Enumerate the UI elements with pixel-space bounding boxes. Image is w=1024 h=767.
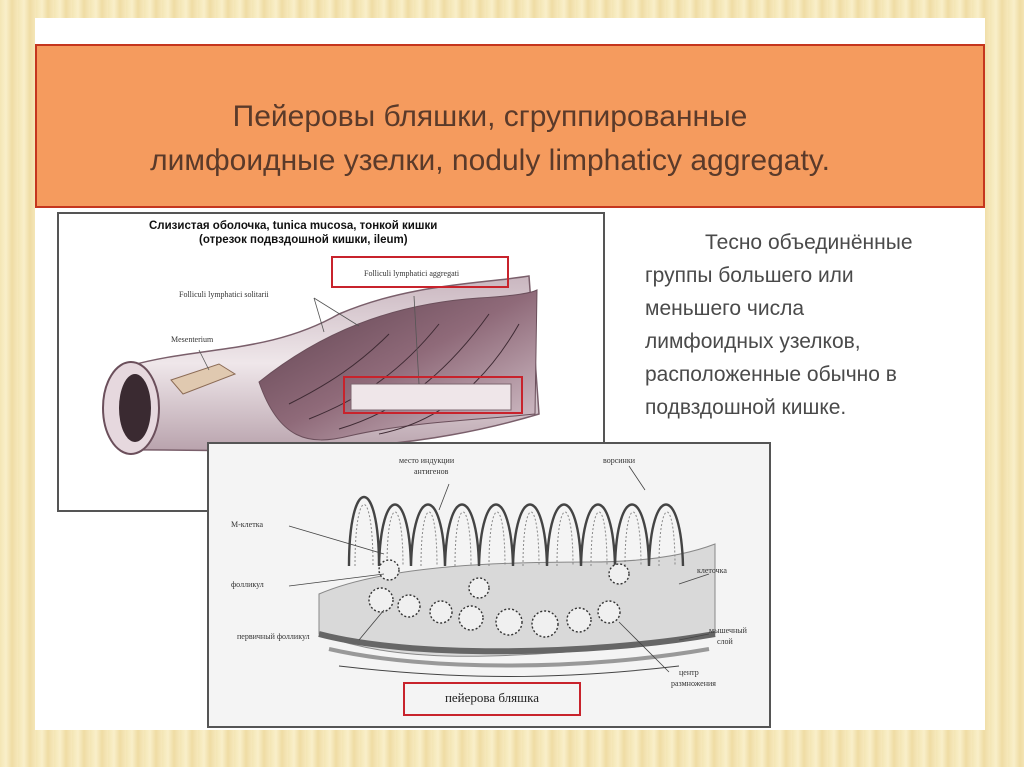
title-line-2: лимфоидные узелки, noduly limphaticy aggregaty. [150, 144, 830, 177]
figure-title-line-1: Слизистая оболочка, tunica mucosa, тонкой кишки [149, 220, 438, 232]
description-line: Тесно объединённые [705, 231, 913, 254]
label-germinal: размножения [671, 679, 716, 688]
label-primary-follicle: первичный фолликул [237, 632, 310, 641]
label-villi: ворсинки [603, 456, 636, 465]
label-cells: клеточка [697, 566, 727, 575]
description-line: расположенные обычно в [645, 363, 897, 386]
label-follicle: фолликул [231, 580, 264, 589]
highlight-box-patch [343, 376, 523, 414]
label-antigens: антигенов [414, 467, 449, 476]
peyer-patch-label-box [403, 682, 581, 716]
label-solitary-follicles: Folliculi lymphatici solitarii [179, 290, 269, 299]
slide [35, 18, 985, 730]
figure-title-line-2: (отрезок подвздошной кишки, ileum) [199, 234, 408, 246]
title-banner [35, 44, 985, 208]
highlight-box-label [331, 256, 509, 288]
label-muscle: мышечный [709, 626, 747, 635]
histology-figure [207, 442, 771, 728]
description-text [645, 226, 975, 424]
label-induction-site: место индукции [399, 456, 455, 465]
label-mesentery: Mesenterium [171, 335, 214, 344]
label-aggregated-follicles: Folliculi lymphatici aggregati [364, 269, 460, 278]
label-layer: слой [717, 637, 733, 646]
title-line-1: Пейеровы бляшки, сгруппированные [232, 100, 748, 133]
description-line: подвздошной кишке. [645, 396, 847, 419]
label-m-cell: М-клетка [231, 520, 264, 529]
description-line: меньшего числа [645, 297, 804, 320]
description-line: лимфоидных узелков, [645, 330, 861, 353]
description-line: группы большего или [645, 264, 854, 287]
peyer-patch-label: пейерова бляшка [444, 690, 540, 705]
label-center: центр [679, 668, 699, 677]
